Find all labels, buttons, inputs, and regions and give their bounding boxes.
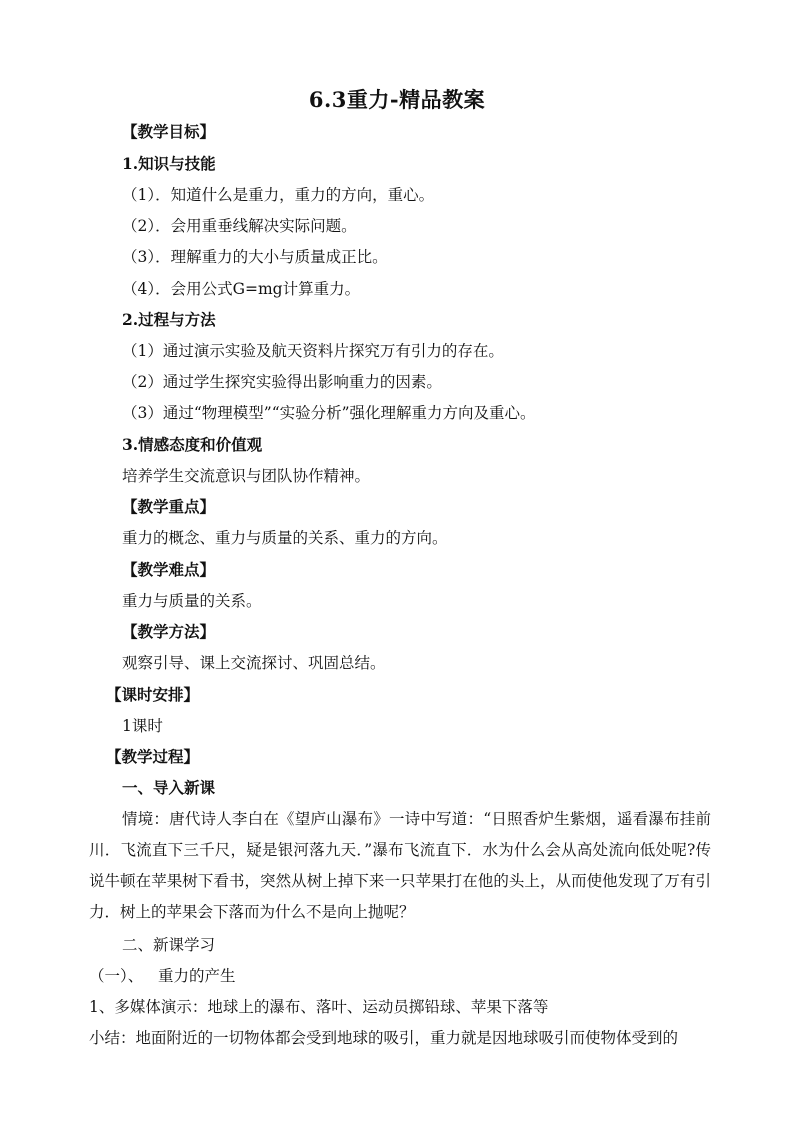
section-attitude-heading: 3.情感态度和价值观 — [122, 435, 263, 454]
methods-text: 观察引导、课上交流探讨、巩固总结。 — [122, 654, 386, 672]
schedule-heading: 【课时安排】 — [106, 685, 200, 704]
knowledge-item: （3）．理解重力的大小与质量成正比。 — [122, 248, 388, 266]
methods-heading: 【教学方法】 — [122, 622, 216, 641]
page-title: 6.3重力-精品教案 — [308, 87, 486, 112]
section-process-method-heading: 2.过程与方法 — [122, 310, 216, 329]
goals-heading: 【教学目标】 — [122, 122, 216, 141]
knowledge-item: （2）．会用重垂线解决实际问题。 — [122, 217, 357, 235]
difficulties-heading: 【教学难点】 — [122, 560, 216, 579]
gravity-origin-heading: （一）、 重力的产生 — [89, 967, 236, 985]
new-lesson-heading: 二、新课学习 — [122, 936, 216, 954]
demo-text: 1、多媒体演示：地球上的瀑布、落叶、运动员掷铅球、苹果下落等 — [89, 998, 549, 1016]
intro-heading: 一、导入新课 — [122, 778, 216, 797]
scenario-text: 情境：唐代诗人李白在《望庐山瀑布》一诗中写道：“日照香炉生紫烟，遥看瀑布挂前川．飞流直下三千尺，疑是银河落九天．”瀑布飞流直下．水为什么会从高处流向低处呢?传说牛顿在苹果树下看书，突然从树上掉下来一只苹果打在他的头上，从而使他发现了万有引力．树上的苹果会下落而为什么不是向上抛呢？ — [89, 810, 711, 921]
schedule-text: 1课时 — [122, 717, 163, 735]
summary-text: 小结：地面附近的一切物体都会受到地球的吸引，重力就是因地球吸引而使物体受到的 — [89, 1029, 679, 1047]
knowledge-item: （1）．知道什么是重力，重力的方向，重心。 — [122, 186, 435, 204]
key-points-text: 重力的概念、重力与质量的关系、重力的方向。 — [122, 529, 448, 547]
process-method-item: （1）通过演示实验及航天资料片探究万有引力的存在。 — [122, 342, 504, 360]
process-heading: 【教学过程】 — [106, 747, 200, 766]
process-method-item: （3）通过“物理模型”“实验分析”强化理解重力方向及重心。 — [122, 404, 536, 422]
knowledge-item: （4）．会用公式G=mg计算重力。 — [122, 280, 361, 298]
attitude-text: 培养学生交流意识与团队协作精神。 — [122, 467, 371, 485]
difficulties-text: 重力与质量的关系。 — [122, 592, 262, 610]
process-method-item: （2）通过学生探究实验得出影响重力的因素。 — [122, 373, 442, 391]
scenario-paragraph — [89, 804, 711, 928]
key-points-heading: 【教学重点】 — [122, 497, 216, 516]
section-knowledge-heading: 1.知识与技能 — [122, 154, 216, 173]
